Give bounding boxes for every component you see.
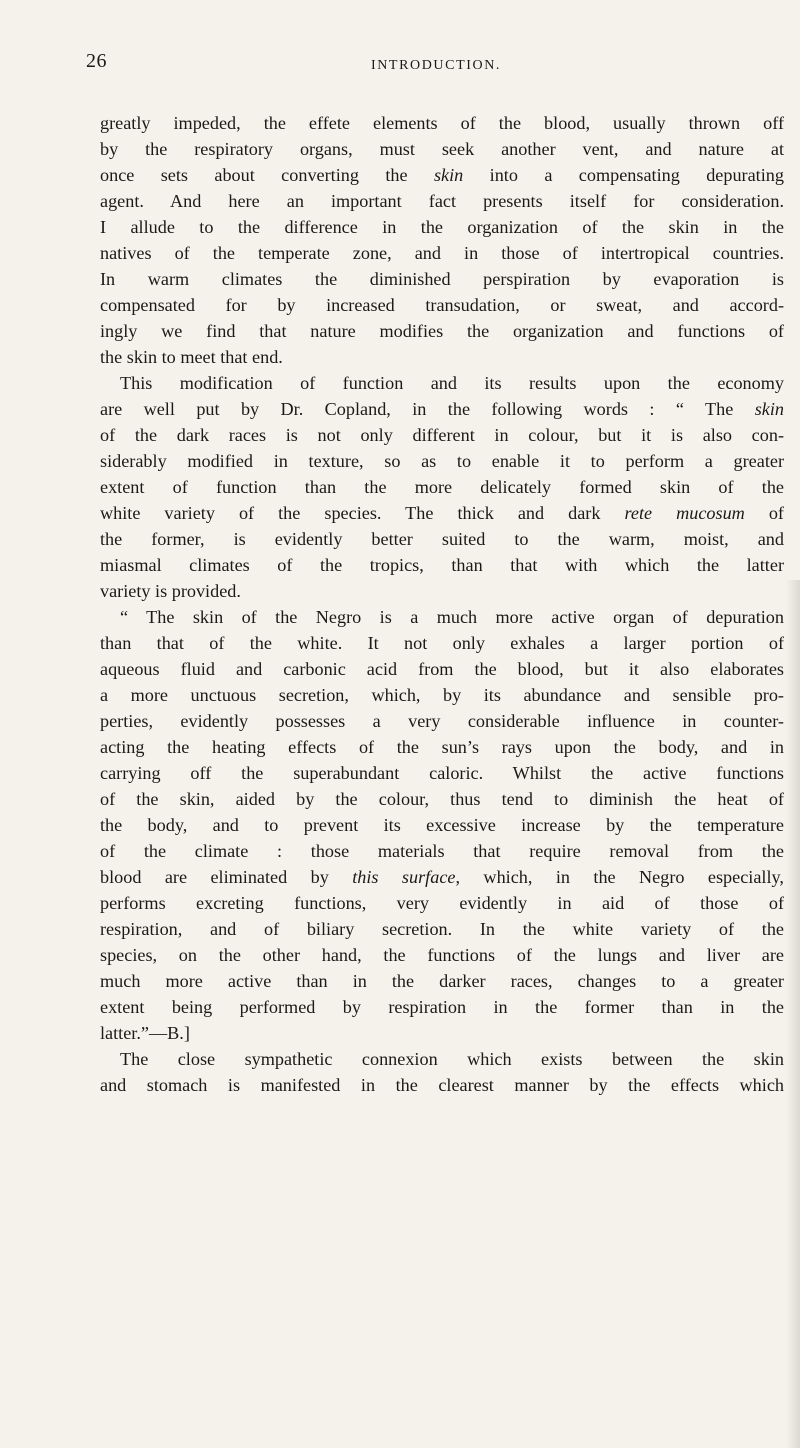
body-text [100,110,784,1098]
text-line: carrying off the superabundant caloric. Whilst the active functions [100,763,784,783]
text-line: In warm climates the diminished perspiration by evaporation is [100,269,784,289]
text-line: agent. And here an important fact presents itself for consideration. [100,191,784,211]
text-run: once sets about converting the [100,165,434,185]
text-line: variety is provided. [100,581,241,601]
text-line [100,162,784,188]
text-line: by the respiratory organs, must seek another vent, and nature at [100,139,784,159]
text-line: and stomach is manifested in the clearest manner by the effects which [100,1075,784,1095]
text-line: greatly impeded, the effete elements of the blood, usually thrown off [100,113,784,133]
italic-term: this surface [352,867,456,887]
text-line: miasmal climates of the tropics, than that with which the latter [100,555,784,575]
text-line: of the climate : those materials that require removal from the [100,841,784,861]
page-edge-shadow [786,580,800,1448]
text-line: latter.”—B.] [100,1023,190,1043]
italic-term: rete mucosum [624,503,745,523]
text-line [100,500,784,526]
text-line: extent being performed by respiration in the former than in the [100,997,784,1017]
text-line: siderably modified in texture, so as to enable it to perform a greater [100,451,784,471]
text-line [100,396,784,422]
text-line: This modification of function and its results upon the economy [120,373,784,393]
text-line: acting the heating effects of the sun’s rays upon the body, and in [100,737,784,757]
text-line: performs excreting functions, very evidently in aid of those of [100,893,784,913]
text-line: respiration, and of biliary secretion. In the white variety of the [100,919,784,939]
text-line: than that of the white. It not only exhales a larger portion of [100,633,784,653]
text-run: white variety of the species. The thick and dark [100,503,625,523]
text-run: blood are eliminated by [100,867,353,887]
text-line: aqueous fluid and carbonic acid from the blood, but it also elaborates [100,659,784,679]
text-line: of the skin, aided by the colour, thus tend to diminish the heat of [100,789,784,809]
page-number: 26 [86,50,107,72]
italic-term: skin [754,399,784,419]
text-run: into a compensating depurating [463,165,784,185]
text-line: I allude to the difference in the organization of the skin in the [100,217,784,237]
text-line: a more unctuous secretion, which, by its abundance and sensible pro- [100,685,784,705]
italic-term: skin [433,165,464,185]
text-line: natives of the temperate zone, and in those of intertropical countries. [100,243,784,263]
text-line: species, on the other hand, the functions of the lungs and liver are [100,945,784,965]
text-line: extent of function than the more delicately formed skin of the [100,477,784,497]
text-line: the skin to meet that end. [100,347,283,367]
text-line: “ The skin of the Negro is a much more active organ of depuration [120,607,784,627]
text-line [100,864,784,890]
text-run: of [744,503,784,523]
text-run: are well put by Dr. Copland, in the following words : “ The [100,399,755,419]
text-line: ingly we find that nature modifies the organization and functions of [100,321,784,341]
text-line: the body, and to prevent its excessive increase by the temperature [100,815,784,835]
page-header [86,50,716,80]
running-head: INTRODUCTION. [370,58,502,73]
text-line: of the dark races is not only different in colour, but it is also con- [100,425,784,445]
text-line: the former, is evidently better suited to the warm, moist, and [100,529,784,549]
text-line: much more active than in the darker races, changes to a greater [100,971,784,991]
text-line: The close sympathetic connexion which exists between the skin [120,1049,784,1069]
text-run: , which, in the Negro especially, [455,867,784,887]
text-line: perties, evidently possesses a very considerable influence in counter- [100,711,784,731]
text-line: compensated for by increased transudation, or sweat, and accord- [100,295,784,315]
